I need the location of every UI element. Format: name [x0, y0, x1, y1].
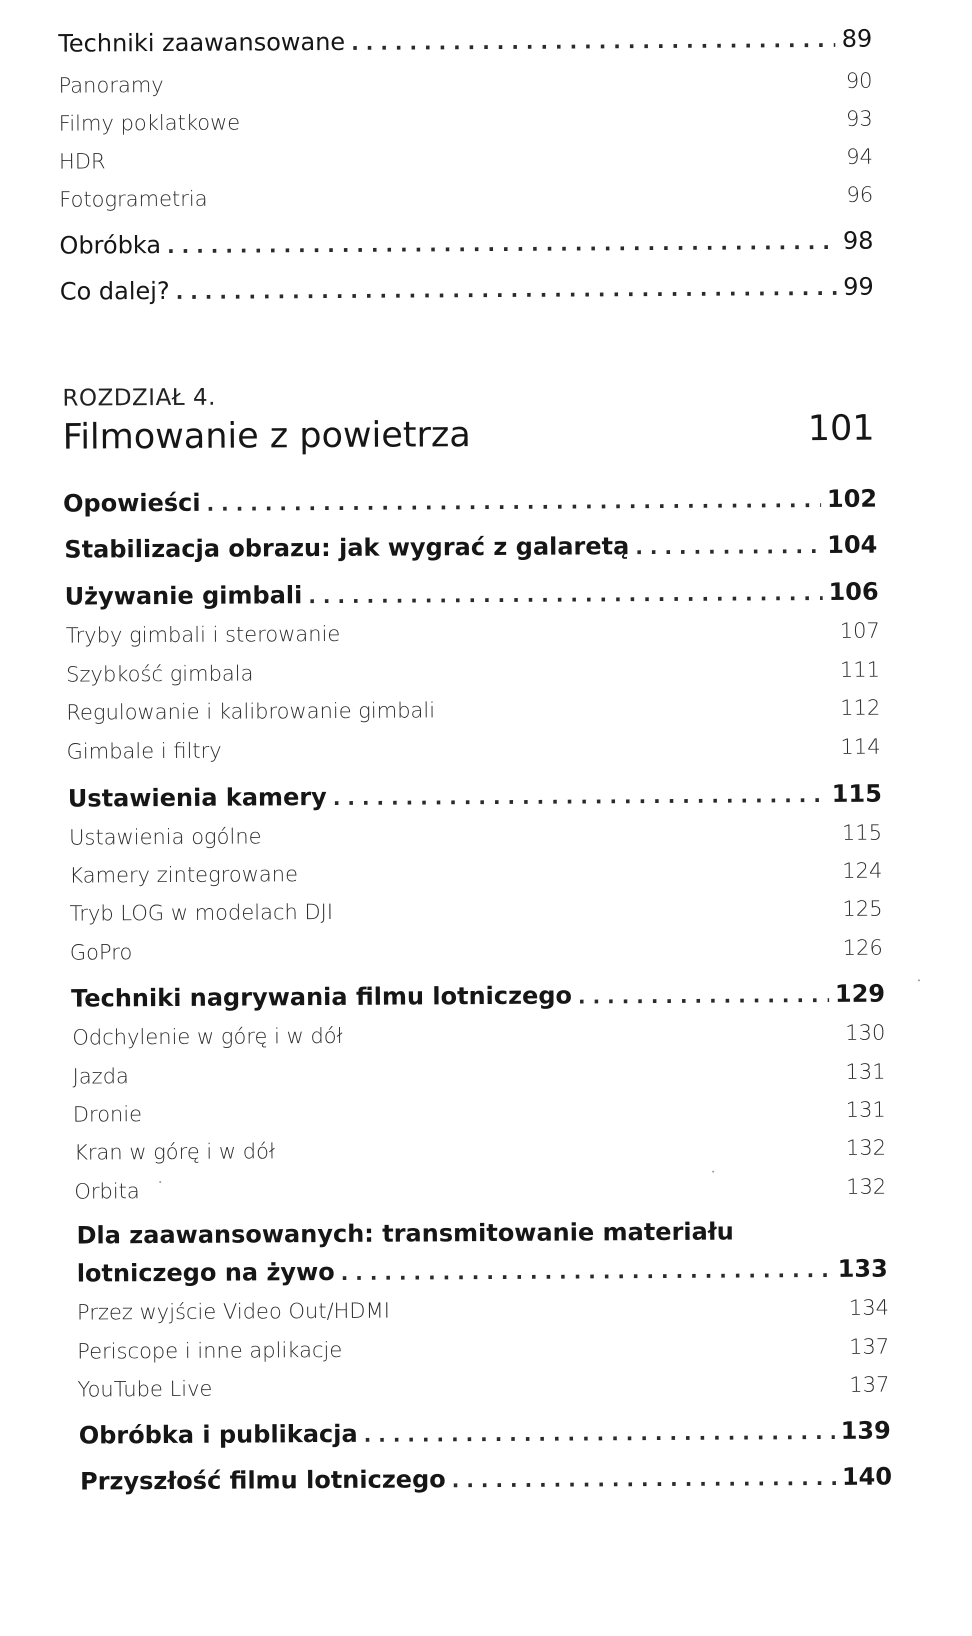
toc-entry-page: 139: [840, 1416, 891, 1445]
toc-entry-sub[interactable]: [69, 821, 882, 850]
toc-entry-main[interactable]: [59, 227, 873, 260]
toc-entry-page: 126: [842, 935, 883, 960]
toc-entry-page: 131: [845, 1097, 886, 1122]
toc-entry-title: Tryby gimbali i sterowanie: [65, 621, 341, 648]
toc-entry-page: 94: [846, 144, 874, 169]
toc-entry-page: 99: [843, 272, 874, 301]
toc-entry-sub[interactable]: [59, 107, 873, 136]
toc-entry-sub[interactable]: [70, 897, 883, 926]
toc-entry-title: Odchylenie w górę i w dół: [72, 1023, 343, 1050]
toc-entry-sub[interactable]: [59, 183, 873, 212]
dot-leader: [206, 485, 821, 517]
toc-entry-title: Szybkość gimbala: [66, 661, 254, 687]
toc-entry-title: Jazda: [72, 1064, 129, 1089]
toc-entry-title: Ustawienia ogólne: [69, 824, 262, 850]
toc-entry-title: Opowieści: [62, 488, 201, 518]
dot-leader: [452, 1463, 836, 1493]
toc-entry-page: 124: [842, 858, 883, 883]
toc-entry-page: 98: [842, 226, 874, 255]
toc-entry-title: YouTube Live: [77, 1376, 213, 1402]
toc-entry-title: HDR: [58, 149, 106, 174]
toc-entry-sub[interactable]: [73, 1098, 886, 1127]
toc-entry-main[interactable]: [68, 780, 882, 813]
toc-entry-sub[interactable]: [77, 1335, 889, 1364]
dot-leader: [167, 227, 837, 259]
chapter-label: ROZDZIAŁ 4.: [62, 384, 217, 412]
toc-entry-title: Filmy poklatkowe: [58, 110, 241, 136]
toc-entry-sub[interactable]: [59, 145, 873, 174]
toc-entry-title: Stabilizacja obrazu: jak wygrać z galaretą: [64, 532, 630, 564]
toc-entry-page: 114: [840, 734, 881, 759]
toc-entry-title: Obróbka i publikacja: [78, 1419, 358, 1450]
toc-entry-page: 112: [840, 695, 881, 720]
dot-leader: [578, 980, 829, 1010]
toc-entry-title: Przyszłość filmu lotniczego: [79, 1465, 446, 1496]
chapter-page-number: 101: [807, 408, 875, 450]
chapter-title[interactable]: Filmowanie z powietrza: [62, 415, 471, 458]
toc-entry-title: Tryb LOG w modelach DJI: [69, 899, 334, 926]
toc-entry-page: 137: [849, 1334, 890, 1359]
toc-entry-title: Gimbale i filtry: [66, 738, 222, 764]
dot-leader: [351, 25, 836, 56]
toc-entry-sub[interactable]: [70, 936, 883, 965]
dot-leader: [341, 1255, 832, 1286]
toc-entry-title: Fotogrametria: [59, 186, 208, 212]
toc-entry-main-line1[interactable]: [76, 1217, 887, 1250]
toc-entry-page: 102: [826, 484, 878, 513]
toc-entry-sub[interactable]: [77, 1296, 889, 1325]
toc-entry-sub[interactable]: [73, 1060, 886, 1089]
toc-entry-sub[interactable]: [67, 735, 881, 764]
toc-entry-title: Dla zaawansowanych: transmitowanie materiału: [76, 1217, 734, 1250]
toc-entry-page: 125: [842, 896, 883, 921]
toc-entry-title: Obróbka: [59, 231, 162, 260]
toc-entry-page: 131: [845, 1059, 886, 1084]
toc-entry-sub[interactable]: [72, 1021, 885, 1050]
toc-entry-title: Używanie gimbali: [64, 581, 303, 611]
toc-entry-page: 90: [845, 68, 873, 93]
scan-speck: [712, 1171, 714, 1173]
toc-entry-page: 96: [846, 182, 874, 207]
toc-entry-page: 111: [839, 657, 881, 682]
toc-entry-page: 133: [837, 1254, 888, 1283]
toc-entry-page: 104: [827, 530, 878, 559]
dot-leader: [333, 780, 826, 811]
toc-entry-page: 93: [845, 106, 873, 131]
toc-entry-main[interactable]: [60, 273, 874, 306]
toc-entry-main-line2[interactable]: [77, 1255, 888, 1288]
toc-entry-page: 89: [841, 24, 873, 53]
toc-entry-sub[interactable]: [66, 619, 880, 648]
toc-entry-sub[interactable]: [74, 1175, 886, 1204]
toc-entry-main[interactable]: [71, 980, 885, 1013]
toc-entry-page: 115: [841, 820, 883, 845]
toc-entry-sub[interactable]: [66, 658, 880, 687]
toc-entry-title: Przez wyjście Video Out/HDMI: [76, 1298, 390, 1325]
toc-entry-title: Techniki nagrywania filmu lotniczego: [71, 981, 573, 1013]
toc-entry-page: 129: [834, 979, 886, 1008]
toc-entry-title: Kamery zintegrowane: [69, 862, 299, 888]
toc-entry-sub[interactable]: [77, 1373, 889, 1402]
toc-entry-title: Periscope i inne aplikacje: [77, 1337, 343, 1364]
toc-entry-main[interactable]: [79, 1417, 891, 1450]
toc-entry-title: Regulowanie i kalibrowanie gimbali: [66, 698, 436, 725]
toc-entry-title-cont: lotniczego na żywo: [76, 1257, 335, 1288]
dot-leader: [308, 578, 822, 609]
toc-entry-page: 132: [845, 1135, 887, 1160]
toc-entry-main[interactable]: [64, 531, 877, 564]
toc-entry-page: 140: [841, 1462, 893, 1491]
dot-leader: [635, 531, 821, 560]
toc-entry-title: Orbita: [74, 1179, 140, 1204]
toc-entry-sub[interactable]: [66, 696, 880, 725]
toc-entry-main[interactable]: [80, 1463, 892, 1496]
toc-entry-title: Panoramy: [58, 73, 164, 98]
scan-speck: [918, 979, 920, 981]
toc-entry-title: Kran w górę i w dół: [73, 1139, 275, 1165]
toc-entry-title: GoPro: [69, 940, 133, 965]
toc-entry-main[interactable]: [65, 578, 879, 611]
toc-entry-page: 115: [831, 779, 882, 808]
dot-leader: [176, 273, 838, 305]
toc-entry-page: 132: [846, 1174, 887, 1199]
toc-entry-page: 137: [849, 1372, 890, 1397]
toc-entry-page: 107: [839, 618, 880, 643]
scan-speck: [159, 1181, 161, 1183]
toc-entry-title: Ustawienia kamery: [67, 783, 327, 813]
toc-entry-main[interactable]: [63, 485, 877, 518]
toc-entry-page: 130: [845, 1020, 886, 1045]
toc-entry-title: Dronie: [72, 1102, 143, 1127]
toc-entry-sub[interactable]: [74, 1136, 886, 1165]
toc-entry-title: Co dalej?: [59, 276, 170, 306]
toc-entry-sub[interactable]: [58, 69, 872, 98]
toc-entry-title: Techniki zaawansowane: [58, 27, 346, 58]
dot-leader: [364, 1417, 835, 1448]
toc-entry-page: 134: [848, 1295, 890, 1320]
toc-entry-sub[interactable]: [69, 859, 882, 888]
toc-entry-main[interactable]: [58, 25, 872, 58]
toc-entry-page: 106: [828, 577, 879, 606]
